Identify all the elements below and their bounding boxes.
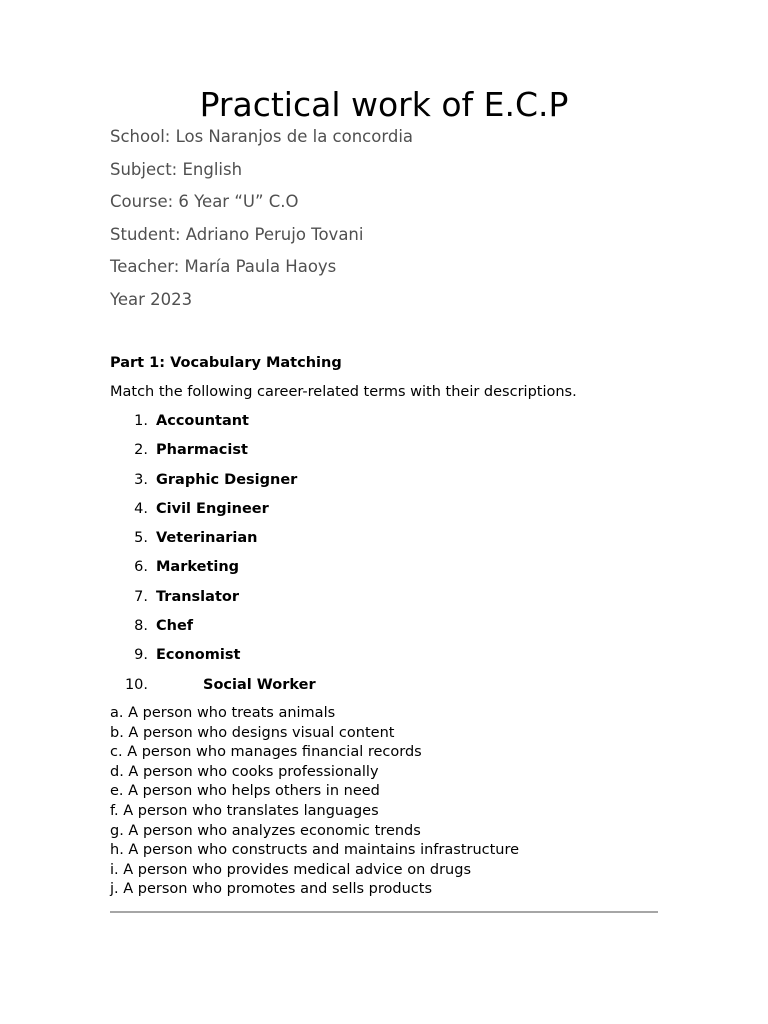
term-label: Pharmacist (156, 442, 248, 459)
list-number: 3. (134, 471, 148, 488)
subject-line: Subject: English (110, 159, 243, 179)
student-line: Student: Adriano Perujo Tovani (110, 224, 364, 244)
list-number: 10. (124, 676, 148, 693)
term-label: Economist (156, 647, 241, 664)
list-number: 8. (134, 618, 148, 635)
list-number: 2. (134, 442, 148, 459)
term-label: Marketing (156, 559, 240, 576)
part1-heading: Part 1: Vocabulary Matching (110, 355, 342, 371)
description-item: j. A person who promotes and sells products (110, 881, 433, 898)
list-number: 9. (134, 647, 148, 664)
list-item (110, 411, 710, 440)
terms-list (110, 411, 710, 704)
list-number: 6. (134, 559, 148, 576)
list-item (110, 440, 710, 469)
list-item (110, 470, 710, 499)
description-item: b. A person who designs visual content (110, 724, 395, 741)
teacher-line: Teacher: María Paula Haoys (110, 257, 337, 276)
description-item: f. A person who translates languages (110, 802, 379, 819)
horizontal-divider (110, 911, 658, 913)
school-line: School: Los Naranjos de la concordia (110, 127, 414, 146)
document-title: Practical work of E.C.P (199, 85, 569, 124)
term-label: Translator (156, 588, 239, 605)
description-item: a. A person who treats animals (110, 705, 336, 721)
document-meta (110, 127, 710, 322)
description-item: g. A person who analyzes economic trends (110, 822, 421, 839)
term-label: Accountant (156, 413, 249, 429)
description-item: h. A person who constructs and maintains infrastructure (110, 842, 520, 859)
list-item (110, 587, 710, 616)
description-item: e. A person who helps others in need (110, 783, 380, 800)
list-item (110, 557, 710, 586)
part1-instruction: Match the following career-related terms with their descriptions. (110, 384, 577, 400)
description-item: i. A person who provides medical advice on drugs (110, 861, 471, 878)
list-item (110, 675, 710, 704)
list-item (110, 528, 710, 557)
description-item: c. A person who manages financial records (110, 744, 422, 761)
list-item (110, 499, 710, 528)
list-number: 5. (134, 530, 148, 547)
year-line: Year 2023 (110, 289, 193, 309)
term-label: Social Worker (203, 676, 316, 693)
term-label: Civil Engineer (156, 500, 269, 517)
list-number: 1. (134, 413, 148, 429)
list-number: 4. (134, 500, 148, 517)
course-line: Course: 6 Year “U” C.O (110, 192, 299, 211)
description-item: d. A person who cooks professionally (110, 763, 379, 780)
term-label: Veterinarian (156, 530, 258, 547)
descriptions-list (110, 704, 710, 900)
list-item (110, 616, 710, 645)
list-number: 7. (134, 588, 148, 605)
term-label: Chef (156, 618, 194, 635)
term-label: Graphic Designer (156, 471, 298, 488)
list-item (110, 645, 710, 674)
